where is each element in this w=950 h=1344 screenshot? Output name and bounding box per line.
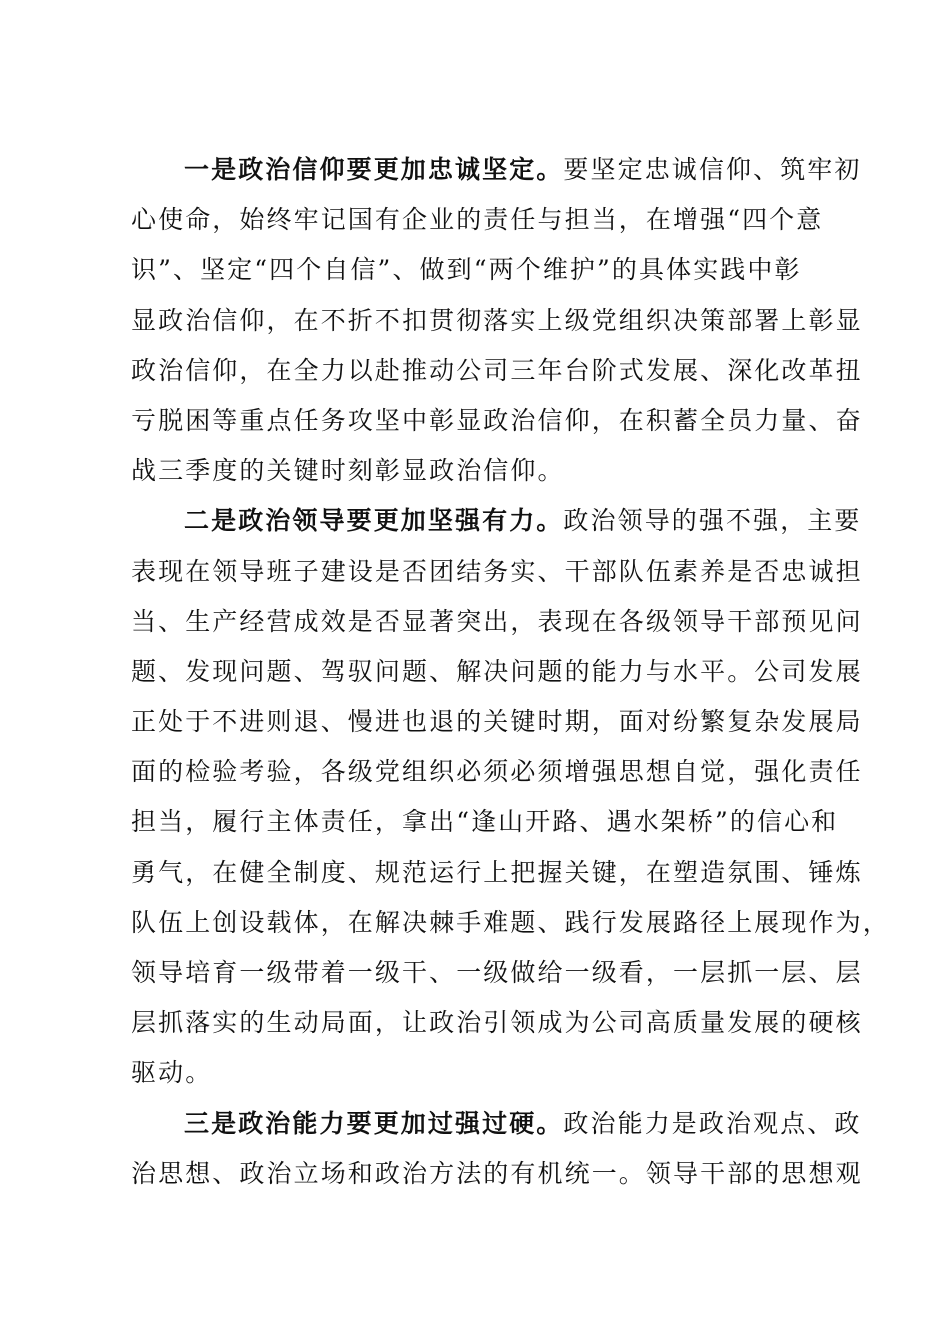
paragraph-line: 题、发现问题、驾驭问题、解决问题的能力与水平。公司发展 [131,656,863,686]
paragraph-3 [131,1099,863,1199]
paragraph-line: 担当，履行主体责任，拿出“逢山开路、遇水架桥”的信心和 [131,807,839,837]
paragraph-line: 显政治信仰，在不折不扣贯彻落实上级党组织决策部署上彰显 [131,305,863,335]
paragraph-line [131,496,862,546]
paragraph-line: 层抓落实的生动局面，让政治引领成为公司高质量发展的硬核 [131,1008,863,1038]
paragraph-line: 领导培育一级带着一级干、一级做给一级看，一层抓一层、层 [131,958,863,987]
paragraph-2 [131,496,890,1098]
paragraph-text: 政治能力是政治观点、政 [563,1108,862,1138]
paragraph-line: 战三季度的关键时刻彰显政治信仰。 [131,456,565,486]
paragraph-line: 心使命，始终牢记国有企业的责任与担当，在增强“四个意 [131,205,824,235]
paragraph-line: 亏脱困等重点任务攻坚中彰显政治信仰，在积蓄全员力量、奋 [131,405,863,435]
paragraph-1 [131,145,863,496]
paragraph-line: 队伍上创设载体，在解决棘手难题、践行发展路径上展现作为， [131,907,890,937]
paragraph-line [131,1099,862,1149]
paragraph-line: 勇气，在健全制度、规范运行上把握关键，在塑造氛围、锤炼 [131,857,863,887]
document-body [131,145,890,1199]
paragraph-lead: 三是政治能力要更加过强过硬。 [184,1108,564,1138]
paragraph-line: 识”、坚定“四个自信”、做到“两个维护”的具体实践中彰 [131,255,802,285]
paragraph-line: 驱动。 [131,1058,213,1088]
paragraph-line [131,145,862,195]
paragraph-line: 治思想、政治立场和政治方法的有机统一。领导干部的思想观 [131,1158,863,1188]
paragraph-lead: 二是政治领导要更加坚强有力。 [184,506,564,536]
paragraph-line: 表现在领导班子建设是否团结务实、干部队伍素养是否忠诚担 [131,556,863,586]
paragraph-text: 要坚定忠诚信仰、筑牢初 [563,155,862,184]
paragraph-line: 面的检验考验，各级党组织必须必须增强思想自觉，强化责任 [131,757,863,787]
paragraph-line: 正处于不进则退、慢进也退的关键时期，面对纷繁复杂发展局 [131,707,863,737]
paragraph-line: 当、生产经营成效是否显著突出，表现在各级领导干部预见问 [131,606,863,636]
paragraph-line: 政治信仰，在全力以赴推动公司三年台阶式发展、深化改革扭 [131,355,863,385]
paragraph-text: 政治领导的强不强，主要 [563,506,862,536]
paragraph-lead: 一是政治信仰要更加忠诚坚定。 [184,155,564,184]
